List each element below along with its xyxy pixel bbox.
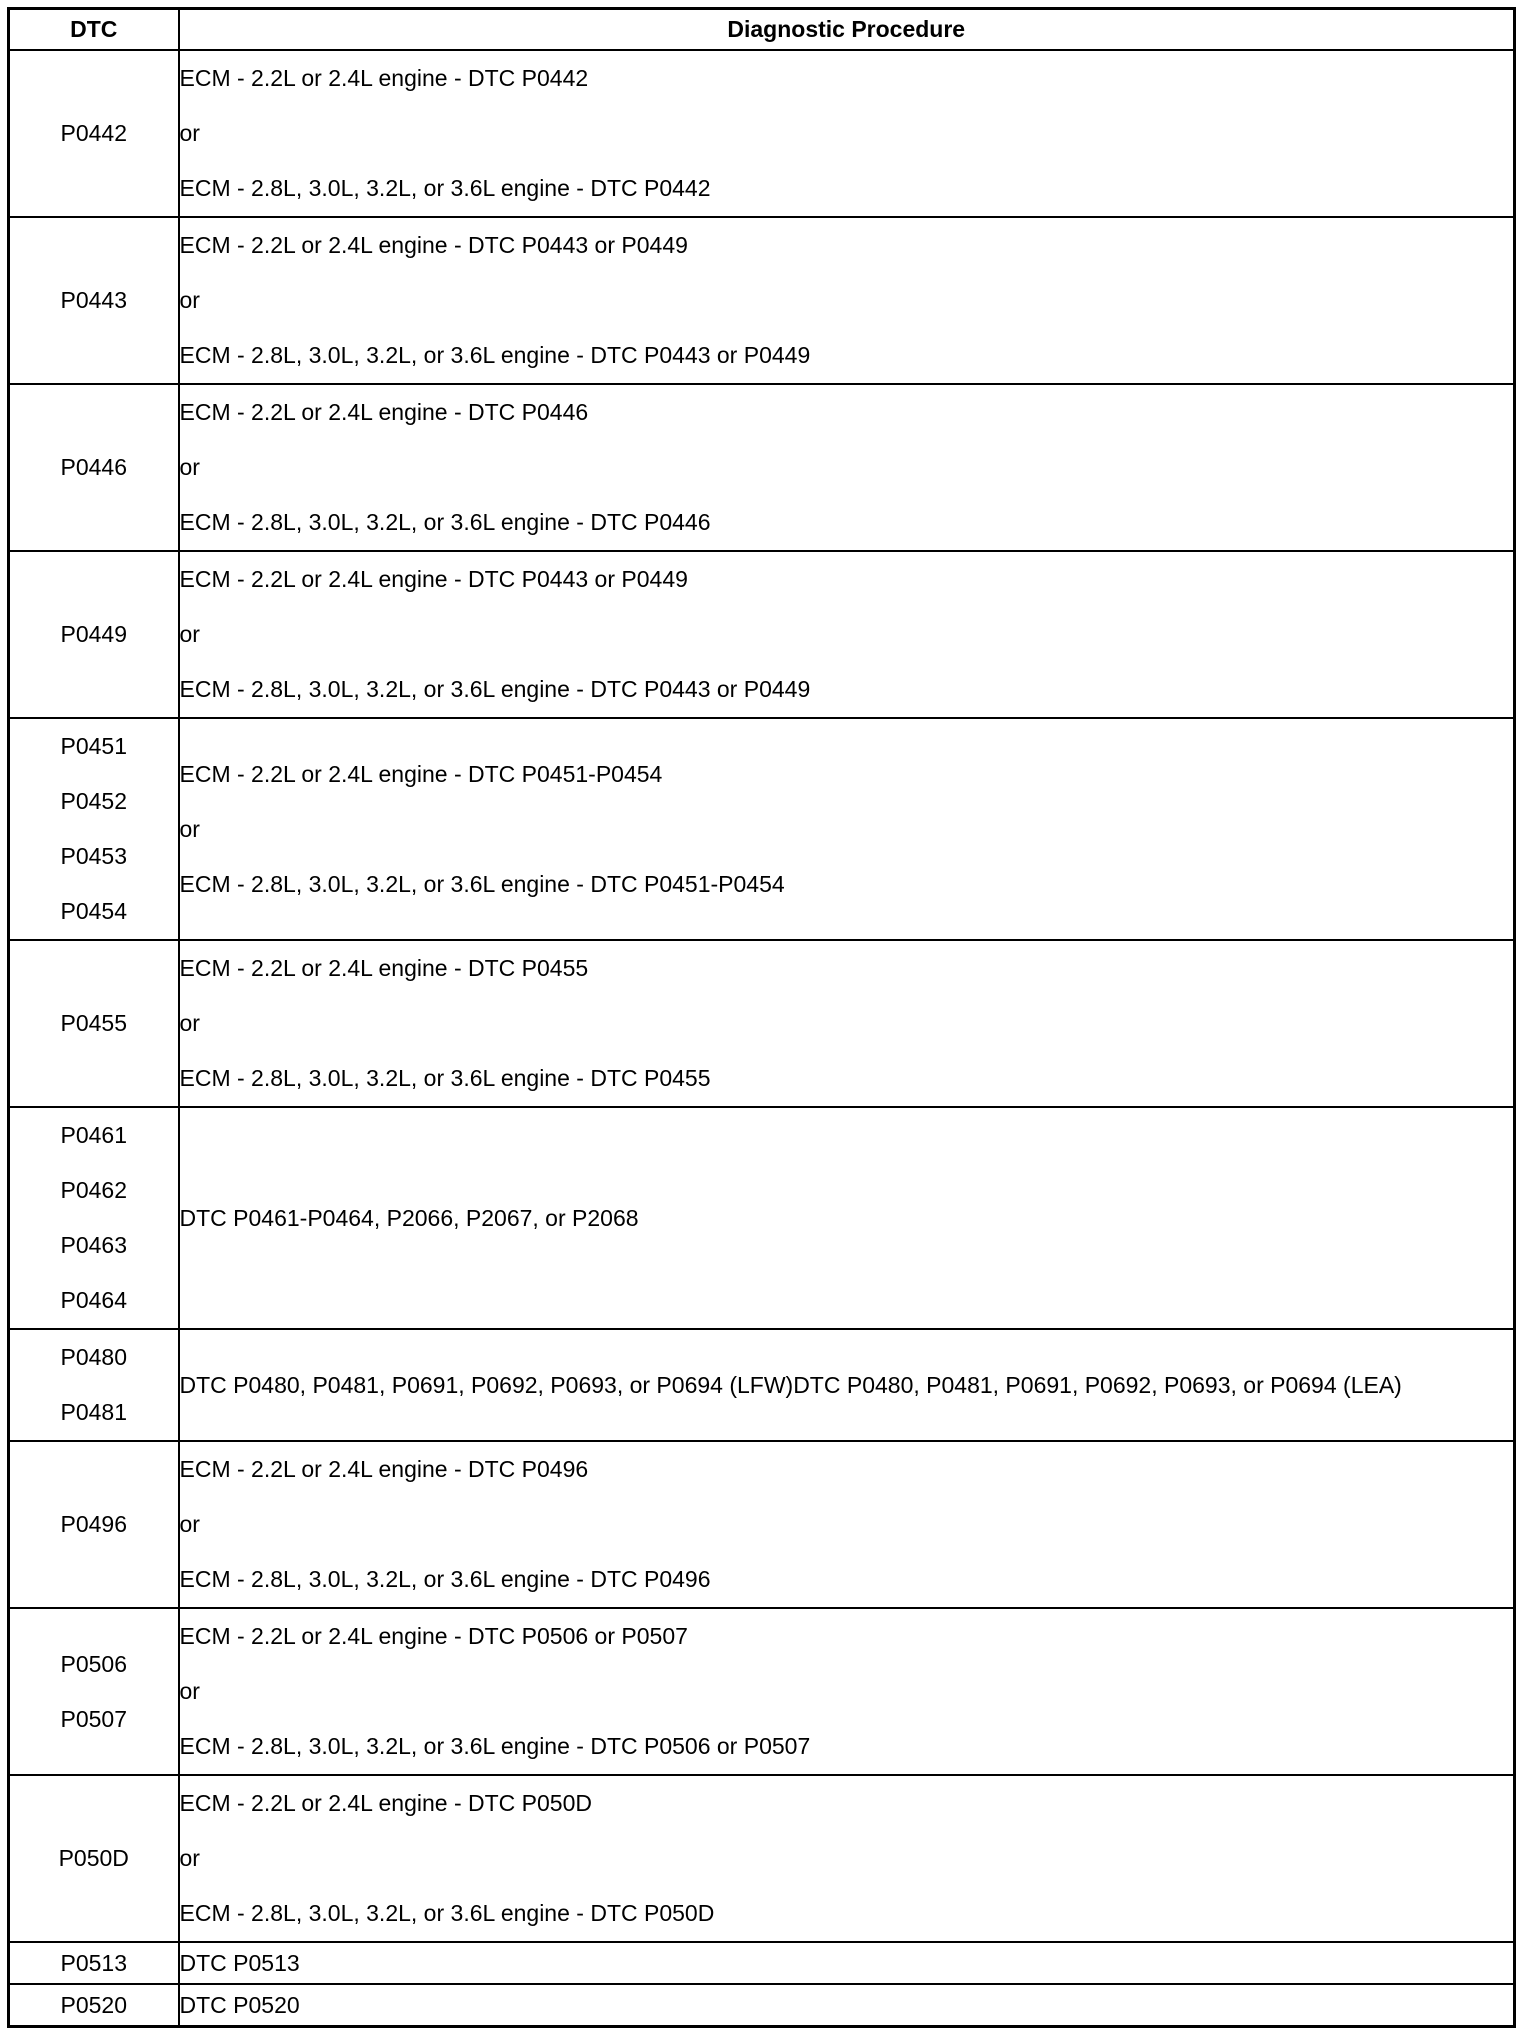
procedure-cell: [179, 718, 1515, 940]
procedure-cell: [179, 940, 1515, 1107]
dtc-code: P0442: [60, 120, 127, 146]
procedure-separator: or: [179, 1010, 200, 1036]
dtc-code: P0506: [60, 1650, 127, 1677]
dtc-cell: [9, 217, 179, 384]
table-header-row: [9, 9, 1515, 51]
table-row: [9, 718, 1515, 940]
table-row: [9, 1441, 1515, 1608]
procedure-cell: [179, 217, 1515, 384]
dtc-code: P0455: [60, 1010, 127, 1036]
table-row: [9, 1775, 1515, 1942]
dtc-code: P0480: [60, 1344, 127, 1370]
procedure-link[interactable]: DTC P0480, P0481, P0691, P0692, P0693, or P0694 (LFW)DTC P0480, P0481, P0691, P0692, P0693, or P0694 (LEA): [179, 1372, 1402, 1398]
procedure-separator: or: [179, 120, 200, 146]
dtc-cell: [9, 551, 179, 718]
dtc-code: P0461: [60, 1122, 127, 1148]
table-row: [9, 1942, 1515, 1984]
procedure-link[interactable]: ECM - 2.2L or 2.4L engine - DTC P0496: [179, 1456, 589, 1482]
dtc-procedure-table: [7, 7, 1516, 2028]
dtc-code: P0496: [60, 1511, 127, 1537]
procedure-link[interactable]: DTC P0520: [179, 1992, 300, 2018]
procedure-cell: [179, 551, 1515, 718]
dtc-code: P0513: [60, 1950, 127, 1976]
dtc-cell: [9, 1329, 179, 1441]
procedure-separator: or: [179, 454, 200, 480]
procedure-link[interactable]: ECM - 2.8L, 3.0L, 3.2L, or 3.6L engine - DTC P0455: [179, 1065, 711, 1091]
dtc-code: P0481: [60, 1399, 127, 1425]
table-row: [9, 384, 1515, 551]
dtc-code: P0452: [60, 788, 127, 814]
procedure-column-header: Diagnostic Procedure: [179, 9, 1515, 51]
procedure-link[interactable]: ECM - 2.2L or 2.4L engine - DTC P0443 or P0449: [179, 232, 688, 258]
procedure-separator: or: [179, 1511, 200, 1537]
procedure-cell: [179, 1984, 1515, 2027]
procedure-cell: [179, 1441, 1515, 1608]
dtc-cell: [9, 1608, 179, 1775]
procedure-cell: [179, 50, 1515, 217]
table-row: [9, 50, 1515, 217]
dtc-code: P0451: [60, 733, 127, 759]
procedure-link[interactable]: ECM - 2.2L or 2.4L engine - DTC P0442: [179, 65, 589, 91]
dtc-code: P0446: [60, 454, 127, 480]
dtc-cell: [9, 1441, 179, 1608]
table-row: [9, 217, 1515, 384]
dtc-cell: [9, 50, 179, 217]
procedure-link[interactable]: ECM - 2.8L, 3.0L, 3.2L, or 3.6L engine - DTC P050D: [179, 1900, 715, 1926]
table-row: [9, 1984, 1515, 2027]
procedure-link[interactable]: ECM - 2.2L or 2.4L engine - DTC P0451-P0454: [179, 760, 663, 787]
table-row: [9, 1329, 1515, 1441]
procedure-link[interactable]: ECM - 2.8L, 3.0L, 3.2L, or 3.6L engine - DTC P0443 or P0449: [179, 676, 811, 702]
table-row: [9, 1608, 1515, 1775]
table-row: [9, 940, 1515, 1107]
procedure-cell: [179, 384, 1515, 551]
dtc-code: P0464: [60, 1287, 127, 1313]
procedure-link[interactable]: ECM - 2.8L, 3.0L, 3.2L, or 3.6L engine - DTC P0446: [179, 509, 711, 535]
dtc-cell: [9, 384, 179, 551]
table-row: [9, 551, 1515, 718]
procedure-link[interactable]: ECM - 2.8L, 3.0L, 3.2L, or 3.6L engine - DTC P0443 or P0449: [179, 342, 811, 368]
procedure-link[interactable]: ECM - 2.2L or 2.4L engine - DTC P0443 or P0449: [179, 566, 688, 592]
dtc-cell: [9, 1984, 179, 2027]
table-row: [9, 1107, 1515, 1329]
procedure-cell: [179, 1942, 1515, 1984]
dtc-code: P0449: [60, 621, 127, 647]
dtc-code: P050D: [58, 1845, 129, 1871]
dtc-code: P0463: [60, 1232, 127, 1258]
procedure-cell: [179, 1329, 1515, 1441]
procedure-link[interactable]: ECM - 2.2L or 2.4L engine - DTC P0506 or P0507: [179, 1623, 688, 1649]
procedure-separator: or: [179, 815, 200, 842]
procedure-separator: or: [179, 1678, 200, 1704]
procedure-cell: [179, 1107, 1515, 1329]
dtc-cell: [9, 1107, 179, 1329]
dtc-code: P0453: [60, 843, 127, 869]
dtc-code: P0462: [60, 1177, 127, 1203]
procedure-link[interactable]: ECM - 2.2L or 2.4L engine - DTC P0446: [179, 399, 589, 425]
procedure-link[interactable]: ECM - 2.2L or 2.4L engine - DTC P050D: [179, 1790, 592, 1816]
procedure-link[interactable]: ECM - 2.8L, 3.0L, 3.2L, or 3.6L engine - DTC P0496: [179, 1566, 711, 1592]
dtc-code: P0454: [60, 898, 127, 924]
procedure-link[interactable]: DTC P0513: [179, 1950, 300, 1976]
procedure-link[interactable]: ECM - 2.2L or 2.4L engine - DTC P0455: [179, 955, 589, 981]
procedure-link[interactable]: ECM - 2.8L, 3.0L, 3.2L, or 3.6L engine - DTC P0451-P0454: [179, 870, 785, 897]
dtc-cell: [9, 940, 179, 1107]
procedure-link[interactable]: ECM - 2.8L, 3.0L, 3.2L, or 3.6L engine - DTC P0506 or P0507: [179, 1733, 811, 1759]
procedure-separator: or: [179, 287, 200, 313]
dtc-cell: [9, 718, 179, 940]
procedure-link[interactable]: ECM - 2.8L, 3.0L, 3.2L, or 3.6L engine - DTC P0442: [179, 175, 711, 201]
dtc-code: P0507: [60, 1705, 127, 1732]
dtc-column-header: DTC: [9, 9, 179, 51]
dtc-cell: [9, 1775, 179, 1942]
dtc-cell: [9, 1942, 179, 1984]
procedure-cell: [179, 1775, 1515, 1942]
dtc-code: P0520: [60, 1992, 127, 2018]
procedure-separator: or: [179, 621, 200, 647]
dtc-code: P0443: [60, 287, 127, 313]
procedure-separator: or: [179, 1845, 200, 1871]
procedure-link[interactable]: DTC P0461-P0464, P2066, P2067, or P2068: [179, 1204, 639, 1231]
procedure-cell: [179, 1608, 1515, 1775]
